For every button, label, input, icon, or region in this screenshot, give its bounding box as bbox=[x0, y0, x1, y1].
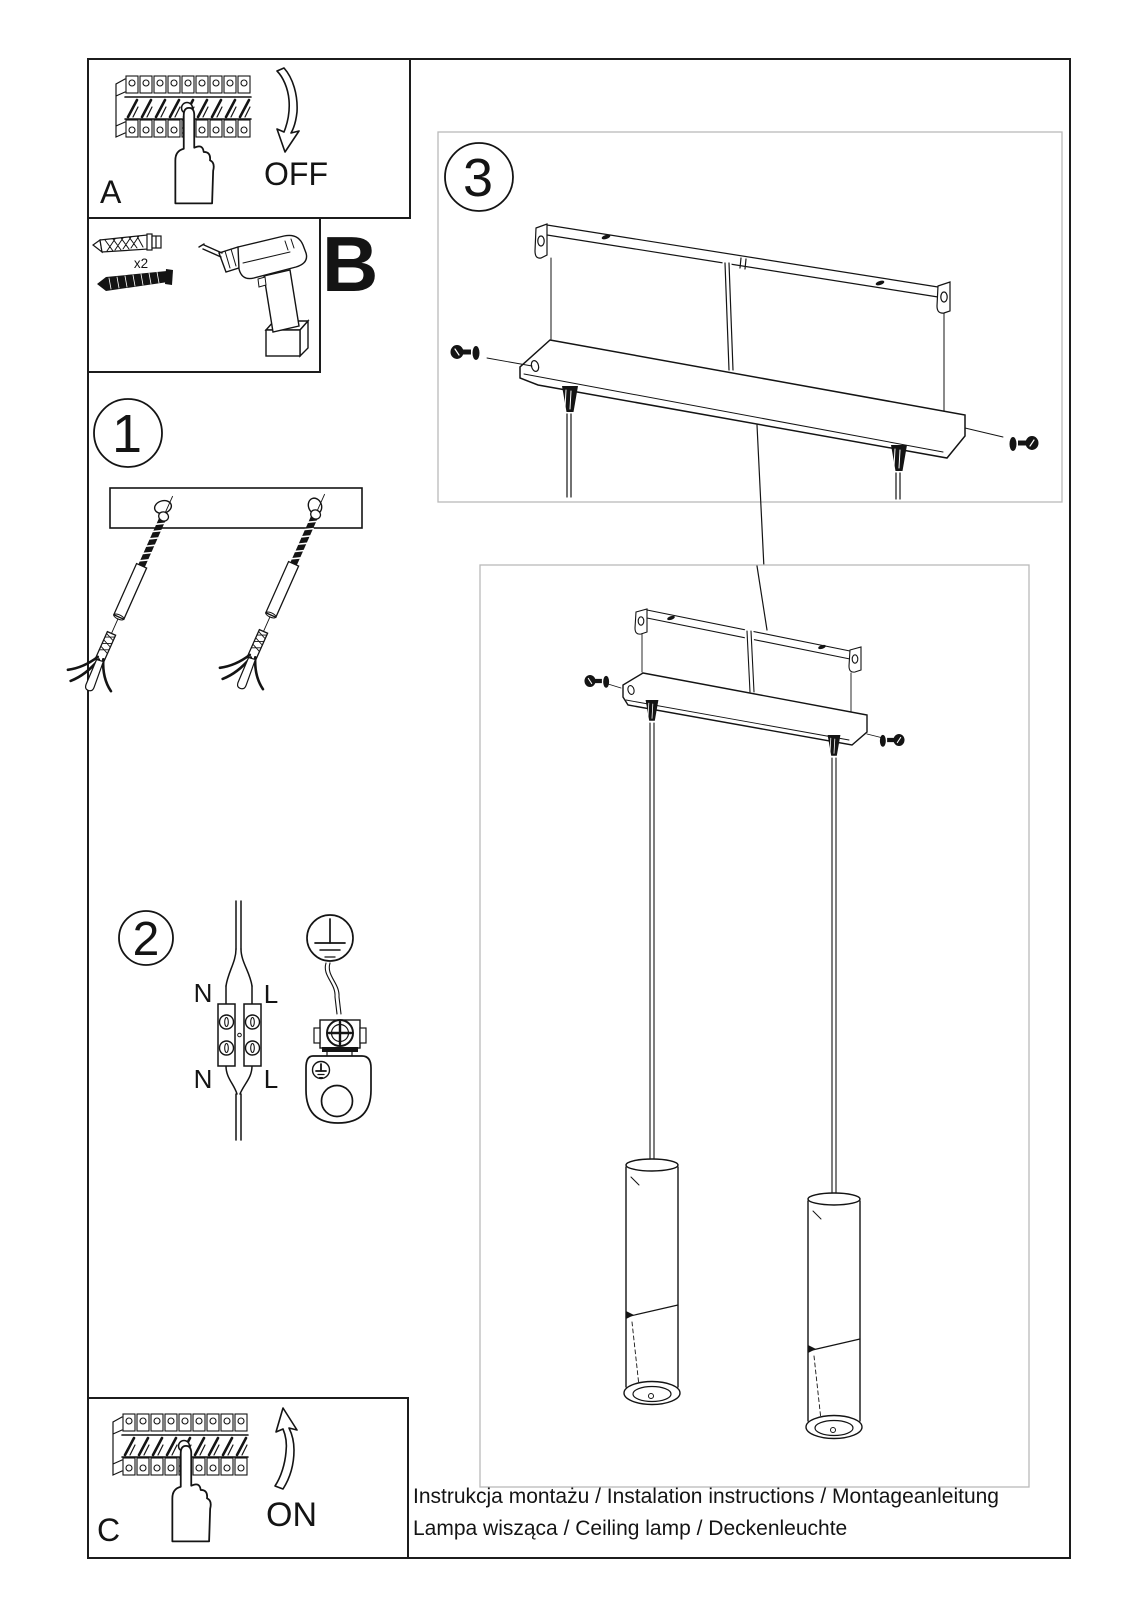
label-live-top: L bbox=[263, 979, 279, 1009]
footer-line2: Lampa wisząca / Ceiling lamp / Deckenleuchte bbox=[413, 1517, 848, 1540]
assembled-lamp-box bbox=[480, 565, 1029, 1487]
anchor-quantity-label: x2 bbox=[133, 256, 149, 271]
step3-box bbox=[438, 132, 1062, 502]
on-label: ON bbox=[266, 1496, 317, 1534]
ground-clamp bbox=[306, 1020, 371, 1123]
panel-b-box bbox=[88, 218, 378, 372]
ground-wire bbox=[325, 963, 341, 1014]
label-neutral-top: N bbox=[193, 978, 213, 1008]
label-neutral-bottom: N bbox=[193, 1064, 213, 1094]
step2-diagram bbox=[119, 901, 371, 1140]
footer-line1: Instrukcja montażu / Instalation instructions / Montageanleitung bbox=[413, 1485, 999, 1508]
panel-c-box bbox=[88, 1398, 408, 1558]
step3-number: 3 bbox=[462, 148, 494, 208]
off-label: OFF bbox=[264, 156, 328, 192]
panel-a-box bbox=[88, 59, 410, 218]
panel-c-label: C bbox=[97, 1512, 121, 1548]
terminal-block bbox=[218, 1004, 261, 1066]
mounting-plate bbox=[110, 488, 362, 528]
step1-diagram bbox=[64, 399, 362, 699]
ground-symbol-icon bbox=[307, 915, 353, 961]
step1-number: 1 bbox=[111, 404, 143, 464]
label-live-bottom: L bbox=[263, 1064, 279, 1094]
panel-b-label: B bbox=[322, 220, 379, 308]
panel-a-label: A bbox=[100, 174, 122, 210]
step2-number: 2 bbox=[132, 913, 160, 966]
